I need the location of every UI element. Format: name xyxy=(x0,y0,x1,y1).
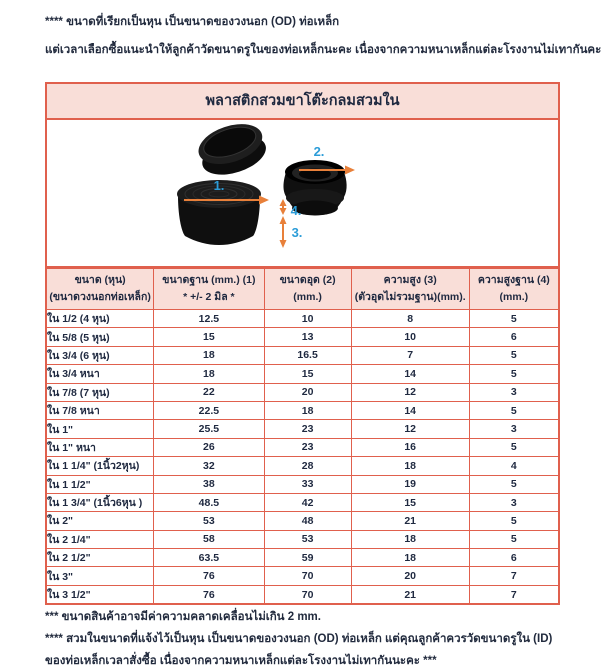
table-row xyxy=(46,493,559,511)
bottom-note-line-1: *** ขนาดสินค้าอาจมีค่าความคลาดเคลื่อนไม่เกิน 2 mm. xyxy=(45,611,321,623)
header-base-height xyxy=(469,269,559,310)
base-height-cell: 5 xyxy=(469,512,559,530)
base-size-cell: 12.5 xyxy=(154,310,264,328)
base-height-cell: 6 xyxy=(469,328,559,346)
top-notes xyxy=(45,8,602,64)
top-note-line-2: แต่เวลาเลือกซื้อแนะนำให้ลูกค้าวัดขนาดรูในของท่อเหล็กนะคะ เนื่องจากความหนาเหล็กแต่ละโรงงานไม่เทากันคะ xyxy=(45,44,602,56)
size-cell: ใน 1 1/2" xyxy=(46,475,154,493)
arrow-3 xyxy=(280,216,287,248)
header-plug-size-line2: (mm.) xyxy=(293,291,322,303)
size-cell: ใน 2 1/2" xyxy=(46,549,154,567)
size-cell: ใน 7/8 (7 หุน) xyxy=(46,383,154,401)
height-cell: 20 xyxy=(351,567,469,585)
base-size-cell: 22 xyxy=(154,383,264,401)
bottom-note-line-3: ของท่อเหล็กเวลาสั่งซื้อ เนื่องจากความหนาเหล็กแต่ละโรงงานไม่เทากันนะคะ *** xyxy=(45,655,437,667)
diagram-label-3: 3. xyxy=(291,225,303,240)
base-height-cell: 5 xyxy=(469,346,559,364)
table-row xyxy=(46,420,559,438)
base-size-cell: 63.5 xyxy=(154,549,264,567)
header-base-size xyxy=(154,269,264,310)
height-cell: 19 xyxy=(351,475,469,493)
header-size-line2: (ขนาดวงนอกท่อเหล็ก) xyxy=(49,291,151,303)
height-cell: 16 xyxy=(351,438,469,456)
height-cell: 14 xyxy=(351,401,469,419)
table-row xyxy=(46,328,559,346)
height-cell: 14 xyxy=(351,365,469,383)
size-cell: ใน 1" หนา xyxy=(46,438,154,456)
height-cell: 7 xyxy=(351,346,469,364)
height-cell: 12 xyxy=(351,420,469,438)
height-cell: 21 xyxy=(351,512,469,530)
size-cell: ใน 3" xyxy=(46,567,154,585)
header-plug-size xyxy=(264,269,351,310)
arrow-4 xyxy=(280,199,287,215)
table-row xyxy=(46,438,559,456)
plug-size-cell: 42 xyxy=(264,493,351,511)
plug-size-cell: 20 xyxy=(264,383,351,401)
base-size-cell: 26 xyxy=(154,438,264,456)
base-height-cell: 5 xyxy=(469,365,559,383)
header-size-line1: ขนาด (หุน) xyxy=(74,274,126,286)
plug-size-cell: 70 xyxy=(264,585,351,604)
plug-size-cell: 10 xyxy=(264,310,351,328)
size-cell: ใน 2 1/4" xyxy=(46,530,154,548)
height-cell: 18 xyxy=(351,457,469,475)
size-cell: ใน 2" xyxy=(46,512,154,530)
base-size-cell: 15 xyxy=(154,328,264,346)
base-size-cell: 48.5 xyxy=(154,493,264,511)
header-base-height-line1: ความสูงฐาน (4) xyxy=(477,274,550,286)
base-size-cell: 18 xyxy=(154,346,264,364)
diagram-label-1: 1. xyxy=(213,178,225,193)
size-cell: ใน 1 3/4" (1นิ้ว6หุน ) xyxy=(46,493,154,511)
size-table-body xyxy=(46,310,559,605)
table-row xyxy=(46,310,559,328)
base-height-cell: 7 xyxy=(469,567,559,585)
header-base-size-line2: * +/- 2 มิล * xyxy=(183,291,235,303)
size-cell: ใน 1/2 (4 หุน) xyxy=(46,310,154,328)
base-height-cell: 3 xyxy=(469,383,559,401)
height-cell: 15 xyxy=(351,493,469,511)
base-size-cell: 32 xyxy=(154,457,264,475)
base-height-cell: 4 xyxy=(469,457,559,475)
base-size-cell: 76 xyxy=(154,567,264,585)
size-cell: ใน 7/8 หนา xyxy=(46,401,154,419)
diagram-label-2: 2. xyxy=(313,144,325,159)
plug-size-cell: 53 xyxy=(264,530,351,548)
diagram-label-4: 4. xyxy=(290,203,302,218)
plug-size-cell: 70 xyxy=(264,567,351,585)
height-cell: 18 xyxy=(351,549,469,567)
table-row xyxy=(46,383,559,401)
plug-size-cell: 28 xyxy=(264,457,351,475)
plug-size-cell: 23 xyxy=(264,438,351,456)
header-plug-size-line1: ขนาดอุด (2) xyxy=(279,274,336,286)
size-cell: ใน 1 1/4" (1นิ้ว2หุน) xyxy=(46,457,154,475)
plug-size-cell: 59 xyxy=(264,549,351,567)
page-title: พลาสติกสวมขาโต๊ะกลมสวมใน xyxy=(45,82,560,120)
size-cell: ใน 1" xyxy=(46,420,154,438)
base-height-cell: 5 xyxy=(469,310,559,328)
height-cell: 18 xyxy=(351,530,469,548)
size-table-header xyxy=(46,269,559,310)
spec-box xyxy=(45,82,560,605)
height-cell: 12 xyxy=(351,383,469,401)
table-row xyxy=(46,567,559,585)
base-height-cell: 5 xyxy=(469,530,559,548)
size-cell: ใน 5/8 (5 หุน) xyxy=(46,328,154,346)
base-size-cell: 58 xyxy=(154,530,264,548)
base-size-cell: 25.5 xyxy=(154,420,264,438)
table-row xyxy=(46,346,559,364)
top-note-line-1: **** ขนาดที่เรียกเป็นหุน เป็นขนาดของวงนอก (OD) ท่อเหล็ก xyxy=(45,16,340,28)
base-size-cell: 38 xyxy=(154,475,264,493)
header-size xyxy=(46,269,154,310)
base-size-cell: 76 xyxy=(154,585,264,604)
height-cell: 10 xyxy=(351,328,469,346)
product-photo xyxy=(45,120,560,268)
cap-tilted xyxy=(193,120,270,182)
size-table xyxy=(45,268,560,605)
plug-size-cell: 13 xyxy=(264,328,351,346)
table-row xyxy=(46,585,559,604)
base-size-cell: 22.5 xyxy=(154,401,264,419)
table-row xyxy=(46,512,559,530)
header-base-size-line1: ขนาดฐาน (mm.) (1) xyxy=(162,274,256,286)
size-cell: ใน 3/4 หนา xyxy=(46,365,154,383)
base-size-cell: 53 xyxy=(154,512,264,530)
base-height-cell: 6 xyxy=(469,549,559,567)
header-height xyxy=(351,269,469,310)
table-row xyxy=(46,530,559,548)
base-height-cell: 3 xyxy=(469,420,559,438)
header-height-line2: (ตัวอุดไม่รวมฐาน)(mm). xyxy=(354,291,466,303)
table-row xyxy=(46,457,559,475)
plug-size-cell: 15 xyxy=(264,365,351,383)
caps-diagram xyxy=(47,120,558,266)
plug-size-cell: 33 xyxy=(264,475,351,493)
height-cell: 21 xyxy=(351,585,469,604)
plug-size-cell: 23 xyxy=(264,420,351,438)
header-height-line1: ความสูง (3) xyxy=(383,274,437,286)
base-size-cell: 18 xyxy=(154,365,264,383)
table-row xyxy=(46,401,559,419)
plug-size-cell: 18 xyxy=(264,401,351,419)
height-cell: 8 xyxy=(351,310,469,328)
size-cell: ใน 3/4 (6 หุน) xyxy=(46,346,154,364)
table-row xyxy=(46,365,559,383)
table-row xyxy=(46,475,559,493)
base-height-cell: 3 xyxy=(469,493,559,511)
bottom-notes xyxy=(45,606,585,672)
base-height-cell: 5 xyxy=(469,401,559,419)
base-height-cell: 7 xyxy=(469,585,559,604)
header-base-height-line2: (mm.) xyxy=(499,291,529,303)
plug-size-cell: 16.5 xyxy=(264,346,351,364)
size-cell: ใน 3 1/2" xyxy=(46,585,154,604)
bottom-note-line-2: **** สวมในขนาดที่แจ้งไว้เป็นหุน เป็นขนาดของวงนอก (OD) ท่อเหล็ก แต่คุณลูกค้าควรวัดขนาดรูใน (ID) xyxy=(45,633,553,645)
table-row xyxy=(46,549,559,567)
base-height-cell: 5 xyxy=(469,475,559,493)
base-height-cell: 5 xyxy=(469,438,559,456)
plug-size-cell: 48 xyxy=(264,512,351,530)
